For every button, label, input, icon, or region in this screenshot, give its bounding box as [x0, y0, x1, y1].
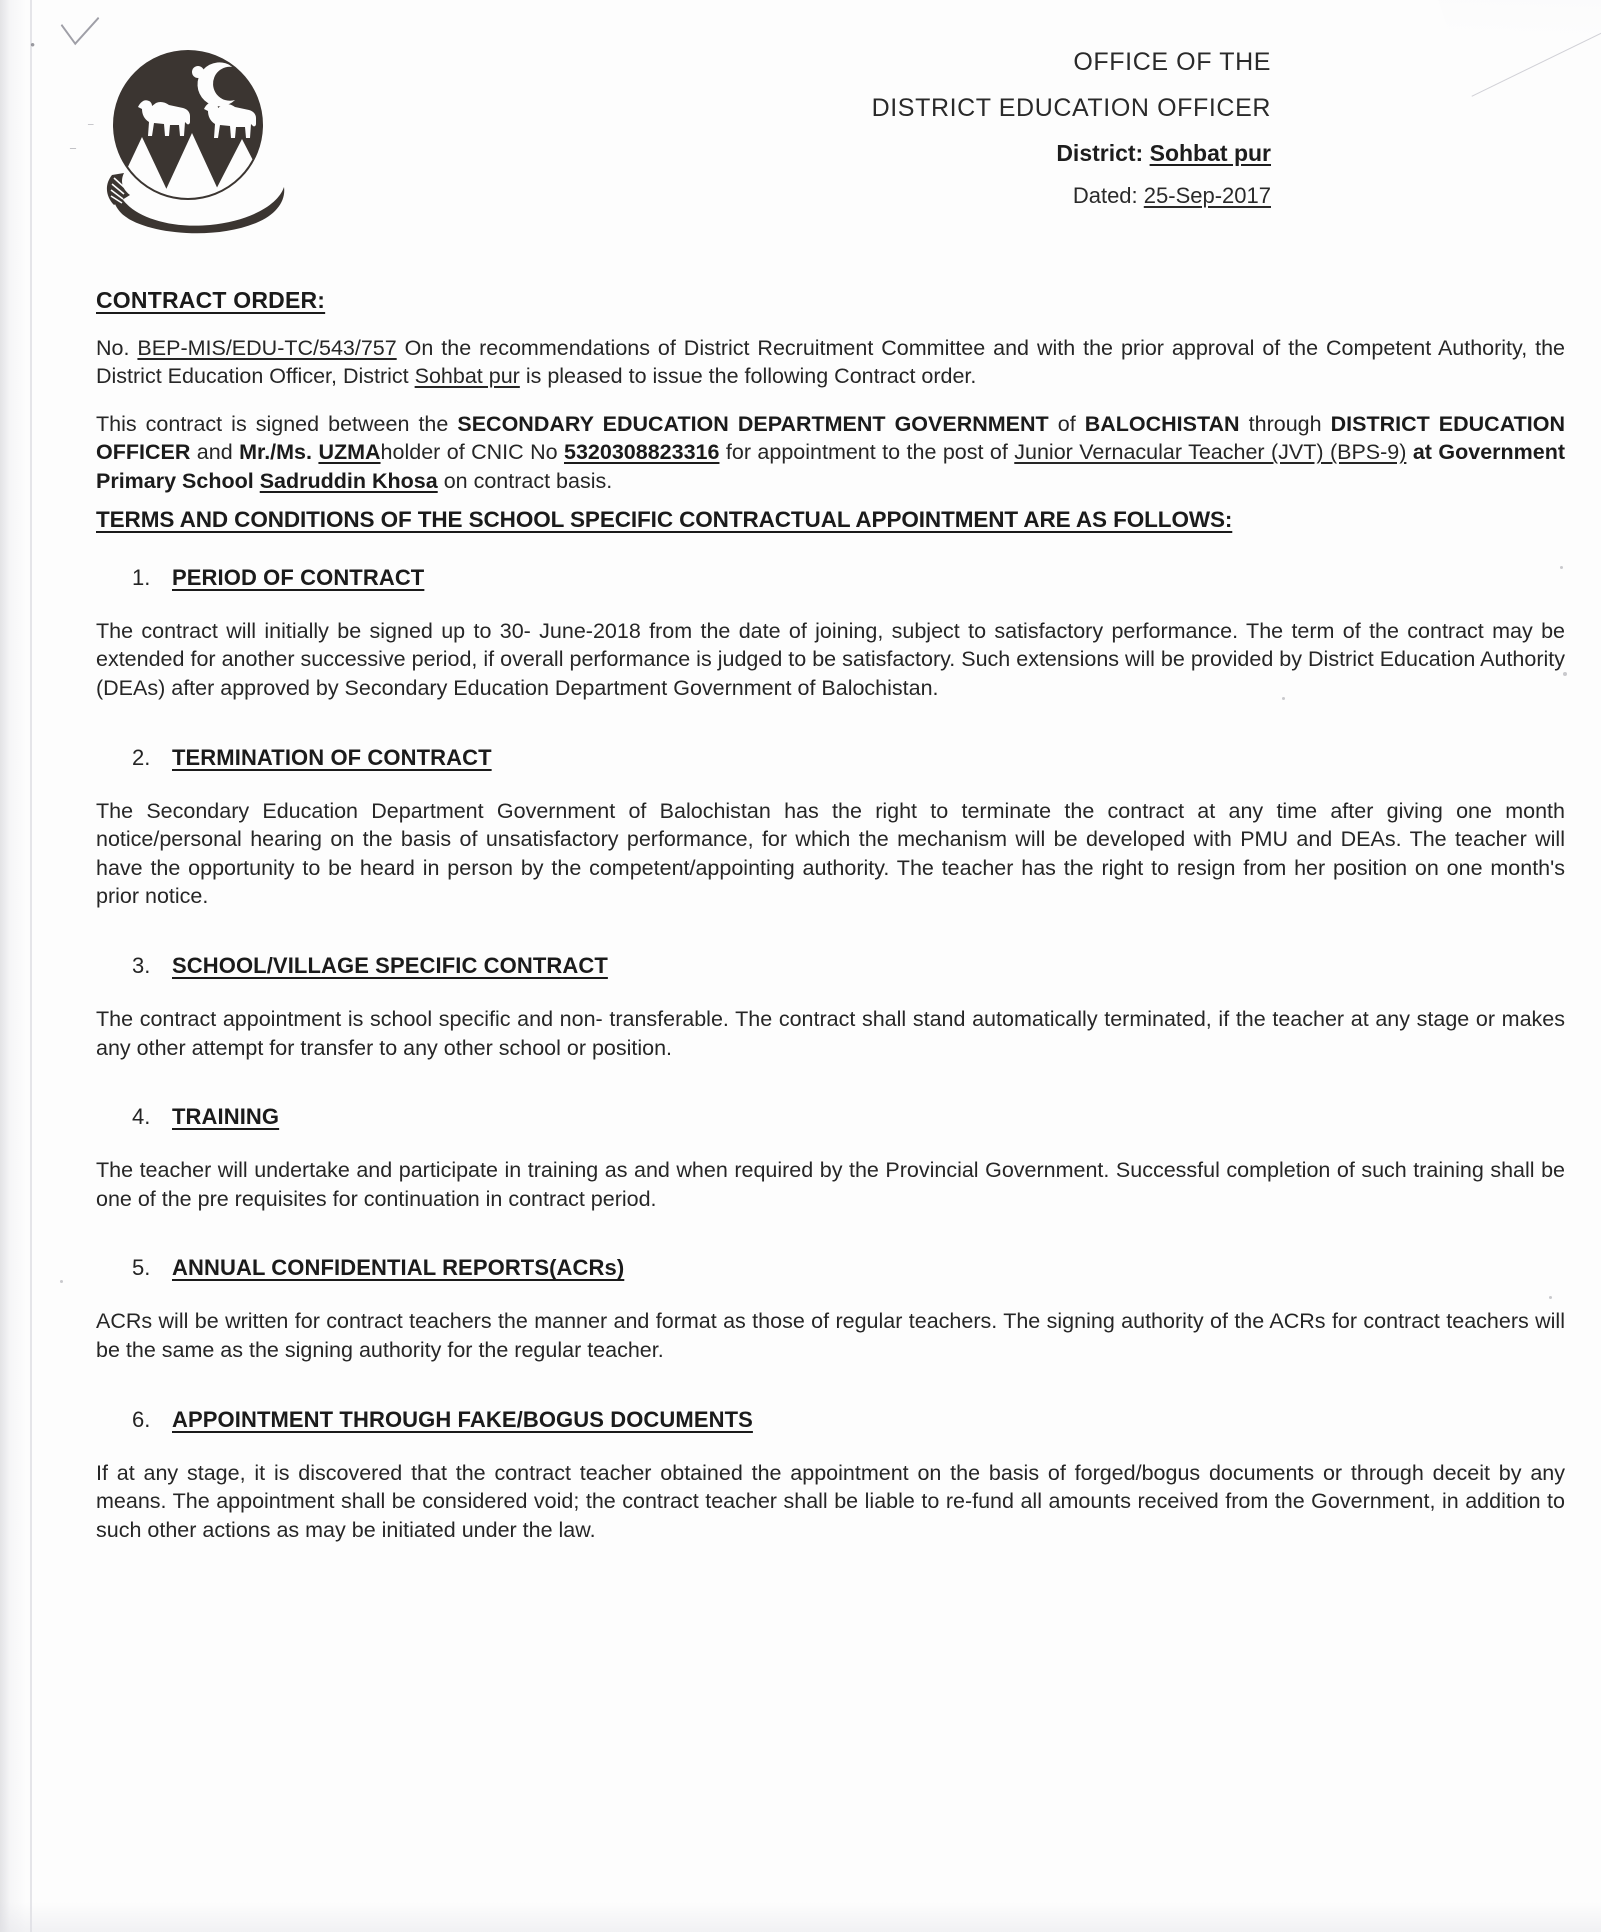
contract-order-heading: CONTRACT ORDER:: [96, 287, 326, 313]
post-title: Junior Vernacular Teacher (JVT) (BPS-9): [1014, 440, 1407, 465]
contract-signed-paragraph: [96, 410, 1577, 495]
stray-speck-mark: –: [88, 118, 94, 130]
section-title: PERIOD OF CONTRACT: [172, 564, 425, 590]
stray-speck-mark: •: [30, 38, 36, 54]
order-number: BEP-MIS/EDU-TC/543/757: [137, 336, 397, 360]
office-line-1: OFFICE OF THE: [1073, 48, 1271, 76]
section-title-row: [132, 953, 1577, 979]
section-number: 5.: [132, 1255, 151, 1281]
section-body: The contract appointment is school specific and non- transferable. The contract shall stand automatically terminated, if the teacher at any stage or makes any other attempt for transfer to any other school or position.: [96, 1007, 1565, 1060]
section-title-row: [132, 1104, 1577, 1130]
section-training: [96, 1104, 1577, 1213]
province-name: BALOCHISTAN: [1084, 411, 1240, 436]
at-word: at: [1412, 440, 1432, 465]
on-contract-basis-text: on contract basis.: [443, 468, 613, 493]
dated-label: Dated:: [1072, 183, 1138, 208]
and-word: and: [196, 440, 233, 465]
district-line: [872, 142, 1271, 165]
through-word: through: [1248, 411, 1322, 436]
section-annual-confidential-reports: [96, 1255, 1577, 1364]
section-body: ACRs will be written for contract teachers the manner and format as those of regular teachers. The signing authority of the ACRs for contract teachers will be the same as the signing authority for the regular teacher.: [96, 1309, 1565, 1362]
mr-ms-label: Mr./Ms.: [239, 440, 312, 465]
dated-value: 25-Sep-2017: [1143, 183, 1271, 208]
department-name: SECONDARY EDUCATION DEPARTMENT GOVERNMENT: [457, 411, 1049, 436]
terms-and-conditions-heading: TERMS AND CONDITIONS OF THE SCHOOL SPECIFIC CONTRACTUAL APPOINTMENT ARE AS FOLLOWS:: [96, 506, 1233, 532]
section-termination-of-contract: [96, 745, 1577, 911]
section-body: The contract will initially be signed up to 30- June-2018 from the date of joining, subject to satisfactory performance. The term of the contract may be extended for another successive period, if overall performance is judged to be satisfactory. Such extensions will be provided by District Education Authority (DEAs) after approved by Secondary Education Department Government of Balochistan.: [96, 618, 1565, 701]
government-emblem-icon: [100, 45, 310, 245]
dated-line: [872, 185, 1271, 207]
section-number: 6.: [132, 1406, 151, 1432]
section-title-row: [132, 1407, 1577, 1433]
intro-district-value: Sohbat pur: [414, 364, 520, 389]
intro-text-part-1: On the recommendations of District Recruitment Committee and with the prior approval of the Competent Authority, the District Education Officer, District: [96, 336, 1565, 389]
stray-speck-mark: –: [70, 140, 76, 154]
section-number: 2.: [132, 744, 151, 770]
teacher-name: UZMA: [318, 440, 381, 465]
officer-title: DISTRICT EDUCATION OFFICER: [96, 411, 1565, 465]
section-school-village-specific-contract: [96, 953, 1577, 1062]
district-value: Sohbat pur: [1149, 140, 1271, 166]
section-appointment-through-fake-bogus-documents: [96, 1407, 1577, 1545]
school-prefix: Government Primary School: [96, 440, 1566, 493]
section-body: If at any stage, it is discovered that the contract teacher obtained the appointment on the basis of forged/bogus documents or through deceit by any means. The appointment shall be considered void; the contract teacher shall be liable to re-fund all amounts received from the Government, in addition to such other actions as may be initiated under the law.: [96, 1460, 1565, 1542]
school-name: Sadruddin Khosa: [259, 468, 438, 493]
section-number: 4.: [132, 1104, 151, 1130]
cnic-number: 5320308823316: [564, 440, 720, 465]
section-title-row: [132, 1255, 1577, 1281]
section-title-row: [132, 745, 1577, 771]
of-word: of: [1057, 411, 1076, 436]
office-line-2: DISTRICT EDUCATION OFFICER: [871, 94, 1271, 122]
section-title: SCHOOL/VILLAGE SPECIFIC CONTRACT: [172, 953, 608, 979]
contract-order-intro-paragraph: [96, 334, 1577, 391]
section-number: 3.: [132, 953, 151, 979]
scan-bottom-shadow: [0, 1902, 1601, 1932]
cnic-holder-text: holder of CNIC No: [380, 440, 558, 465]
section-body: The teacher will undertake and participate in training as and when required by the Provincial Government. Successful completion of such training shall be one of the pre requisites for continuation in contract period.: [96, 1158, 1565, 1211]
header-office-block: [872, 40, 1561, 207]
signed-prefix: This contract is signed between the: [96, 411, 449, 436]
document-body: [0, 287, 1601, 1544]
document-header: [0, 0, 1601, 245]
section-title: ANNUAL CONFIDENTIAL REPORTS(ACRs): [172, 1255, 625, 1281]
section-title: APPOINTMENT THROUGH FAKE/BOGUS DOCUMENTS: [172, 1406, 753, 1432]
section-period-of-contract: [96, 565, 1577, 703]
for-appointment-text: for appointment to the post of: [725, 440, 1008, 465]
section-title-row: [132, 565, 1577, 591]
intro-text-part-2: is pleased to issue the following Contract order.: [525, 364, 977, 389]
section-title: TRAINING: [172, 1104, 280, 1130]
section-number: 1.: [132, 564, 151, 590]
section-title: TERMINATION OF CONTRACT: [172, 744, 492, 770]
section-body: The Secondary Education Department Government of Balochistan has the right to terminate the contract at any time after giving one month notice/personal hearing on the basis of unsatisfactory performance, for which the mechanism will be developed with PMU and DEAs. The teacher will have the opportunity to be heard in person by the competent/appointing authority. The teacher has the right to resign from her position on one month's prior notice.: [96, 798, 1565, 909]
order-no-label: No.: [96, 336, 130, 360]
district-label: District:: [1056, 140, 1144, 166]
